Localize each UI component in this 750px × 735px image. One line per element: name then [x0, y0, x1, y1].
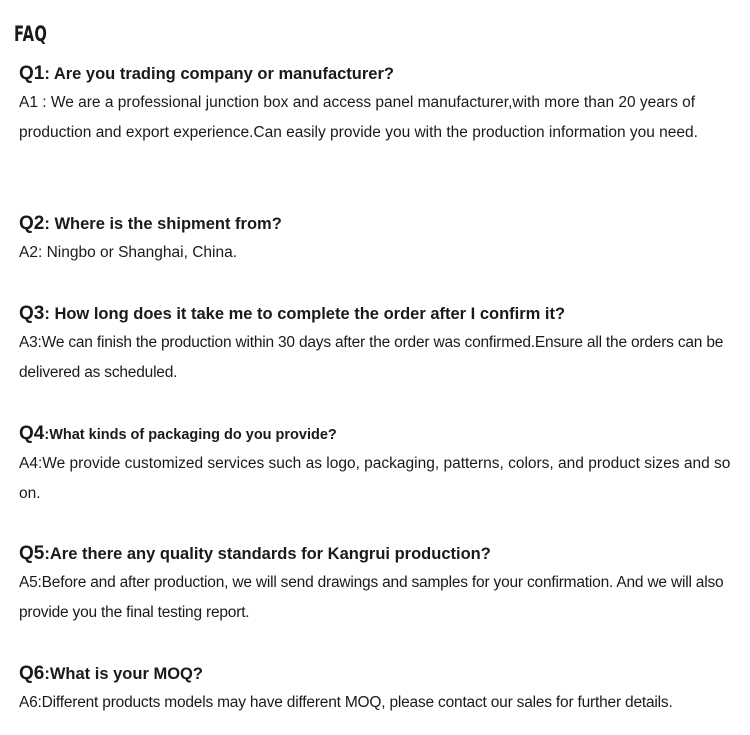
- question-text: : Where is the shipment from?: [44, 215, 282, 233]
- faq-item-6: [19, 663, 735, 718]
- question-text: :Are there any quality standards for Kangrui production?: [44, 545, 491, 563]
- question-text: :What kinds of packaging do you provide?: [44, 427, 337, 443]
- page-title: FAQ: [14, 22, 48, 46]
- question-number: Q4: [19, 423, 45, 444]
- answer-3: A3:We can finish the production within 30 days after the order was confirmed.Ensure all the orders can be delivered as scheduled.: [19, 334, 724, 381]
- question-number: Q5: [19, 543, 45, 564]
- answer-1: A1 : We are a professional junction box and access panel manufacturer,with more than 20 years of production and export experience.Can easily provide you with the production information you need.: [19, 94, 698, 141]
- question-1: [19, 63, 735, 85]
- answer-2: A2: Ningbo or Shanghai, China.: [19, 244, 238, 261]
- faq-item-2: [19, 213, 735, 268]
- question-text: :What is your MOQ?: [44, 665, 203, 683]
- answer-6: A6:Different products models may have different MOQ, please contact our sales for further details.: [19, 694, 673, 711]
- question-text: : How long does it take me to complete the order after I confirm it?: [44, 305, 566, 323]
- question-6: [19, 663, 735, 685]
- question-2: [19, 213, 735, 235]
- question-5: [19, 543, 735, 565]
- faq-item-3: [19, 303, 735, 388]
- question-text: : Are you trading company or manufacturer?: [44, 65, 394, 83]
- faq-item-4: [19, 423, 735, 509]
- question-number: Q3: [19, 303, 45, 324]
- answer-5: A5:Before and after production, we will send drawings and samples for your confirmation. And we will also provide you the final testing report.: [19, 574, 724, 621]
- question-number: Q1: [19, 63, 45, 84]
- question-number: Q2: [19, 213, 45, 234]
- question-3: [19, 303, 735, 325]
- faq-item-1: [19, 63, 735, 148]
- question-number: Q6: [19, 663, 45, 684]
- faq-item-5: [19, 543, 735, 628]
- question-4: [19, 423, 735, 446]
- answer-4: A4:We provide customized services such as logo, packaging, patterns, colors, and product sizes and so on.: [19, 455, 731, 502]
